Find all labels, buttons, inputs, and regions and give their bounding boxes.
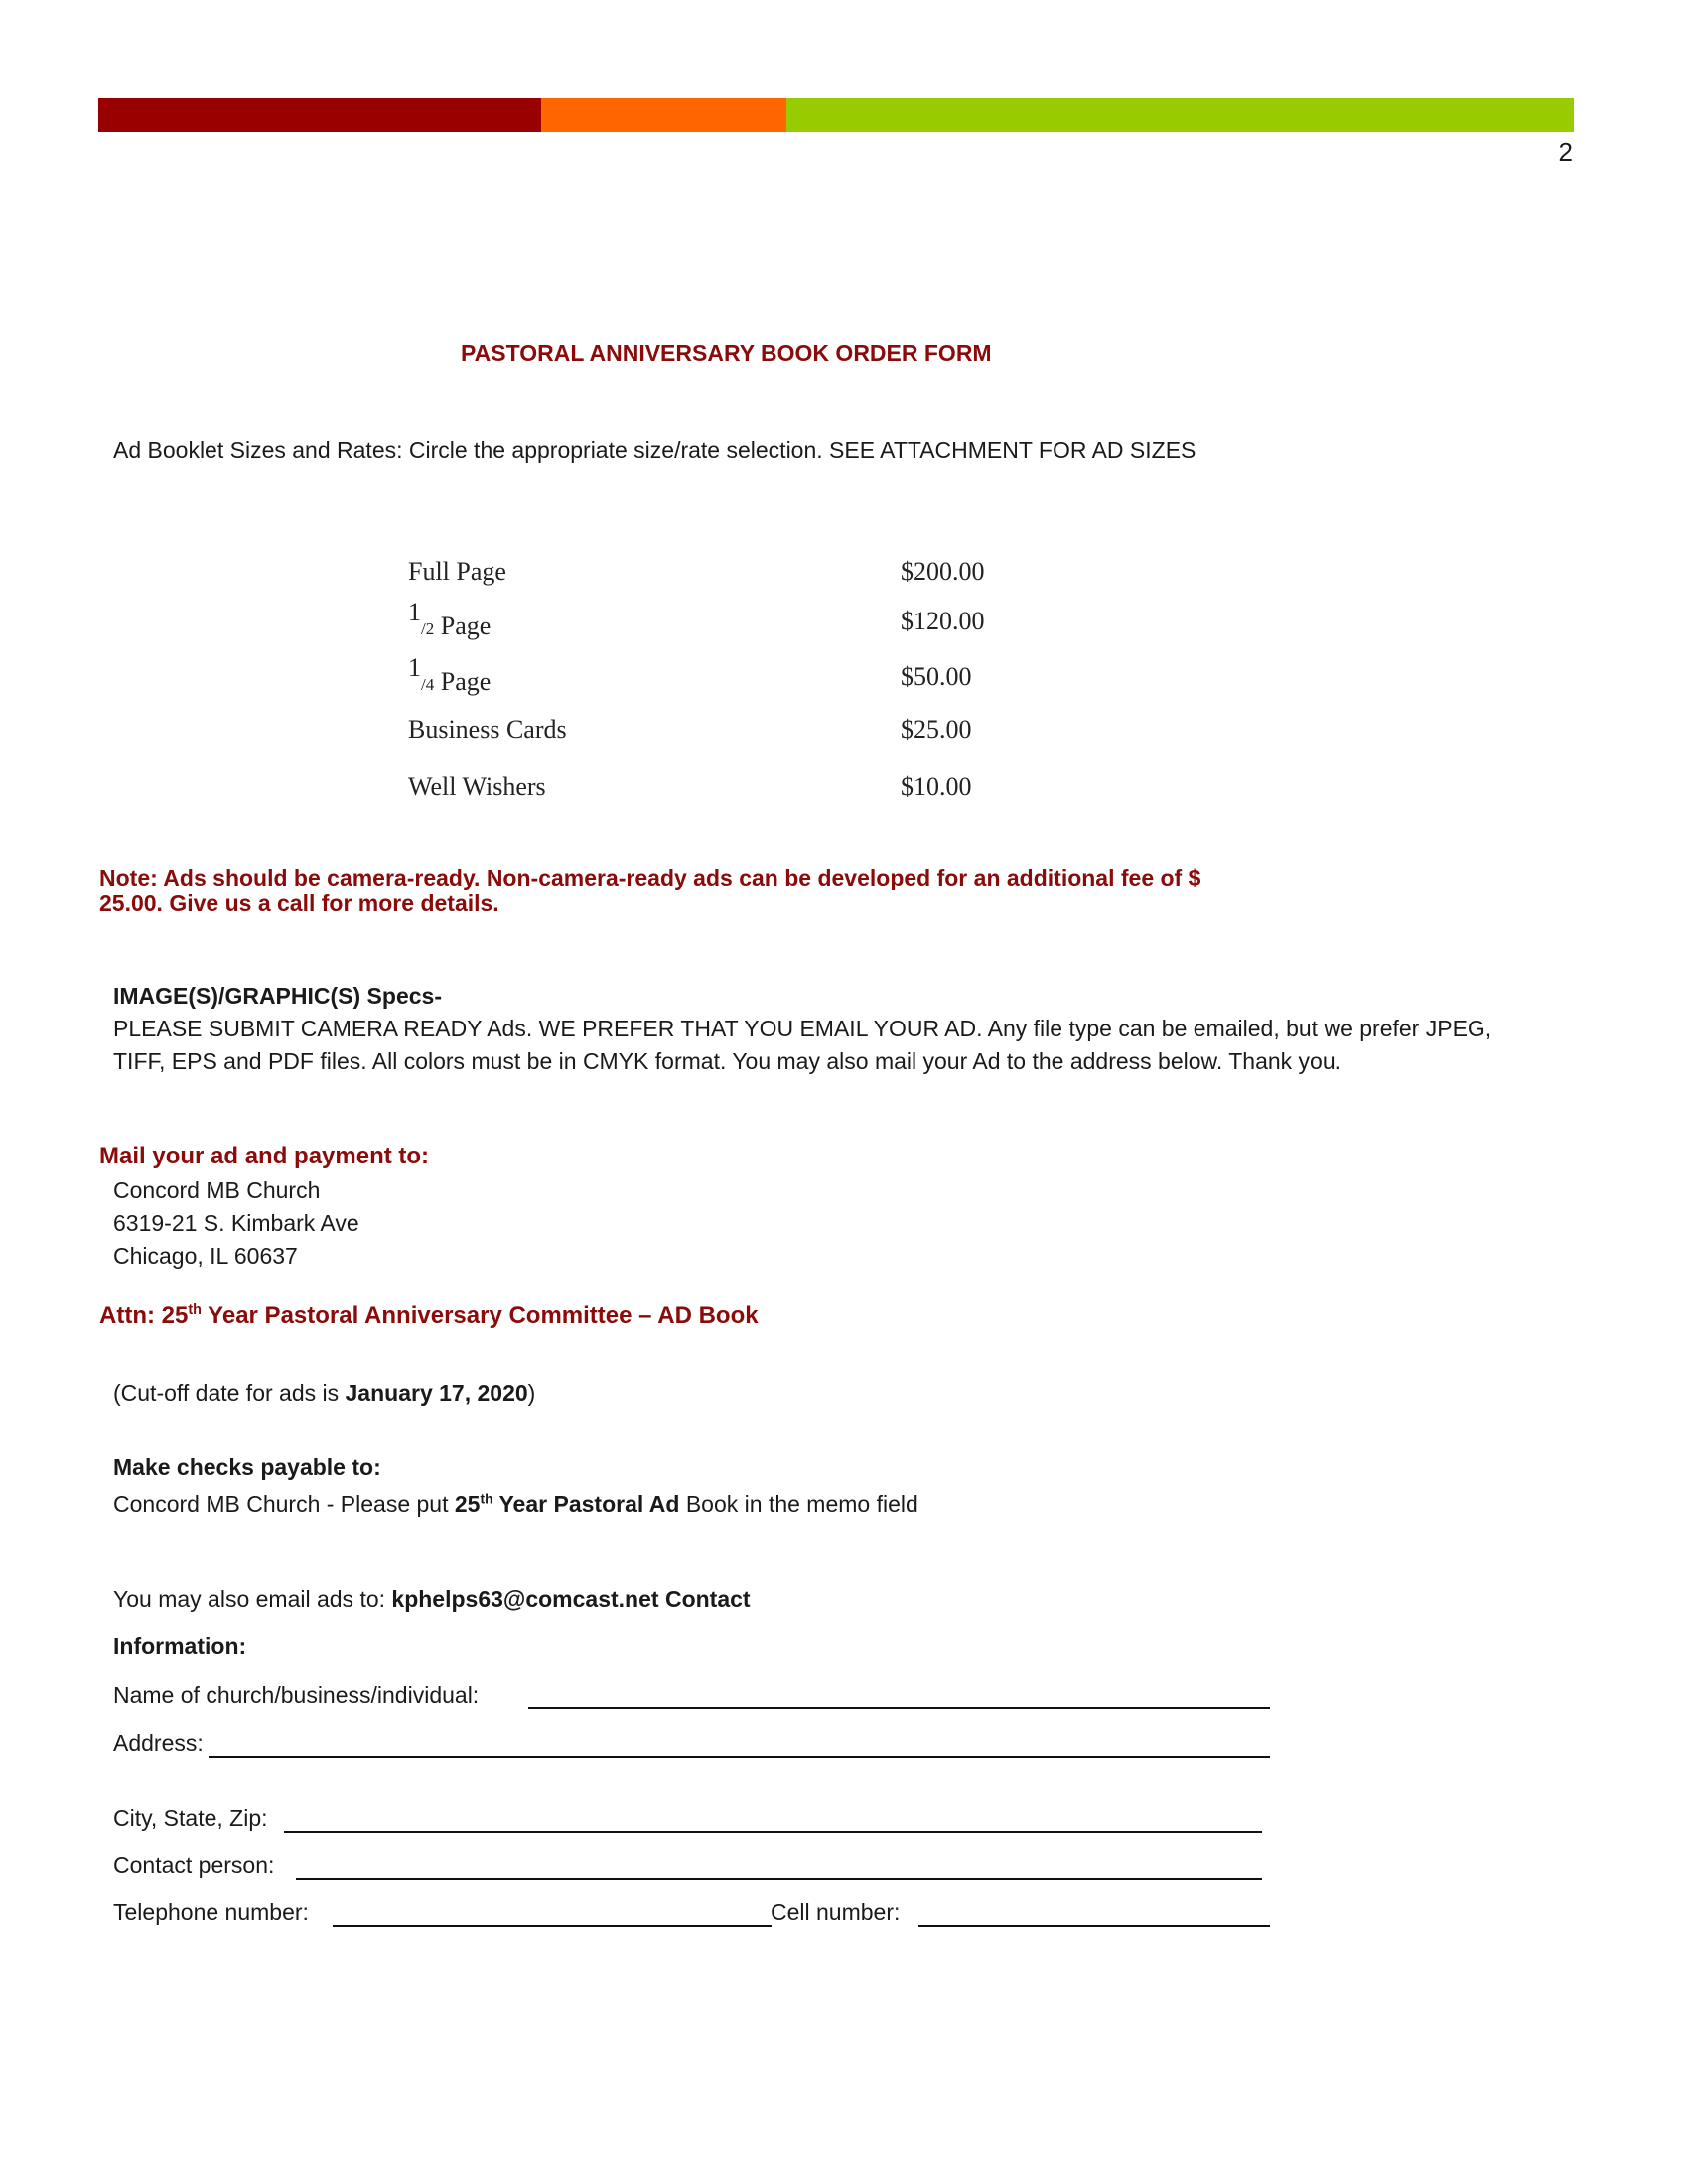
rate-size-half-page <box>408 598 492 641</box>
rate-price-quarter-page: $50.00 <box>901 662 972 691</box>
specs-heading: IMAGE(S)/GRAPHIC(S) Specs- <box>113 983 442 1009</box>
checks-memo-line <box>113 1491 918 1518</box>
mail-heading: Mail your ad and payment to: <box>99 1143 430 1169</box>
note-line-1: Note: Ads should be camera-ready. Non-camera-ready ads can be developed for an additional fee of $ <box>99 865 1201 890</box>
rate-size-well-wishers: Well Wishers <box>408 772 546 801</box>
mail-address-line-3: Chicago, IL 60637 <box>113 1243 298 1269</box>
rate-price-well-wishers: $10.00 <box>901 772 972 801</box>
cutoff-prefix: (Cut-off date for ads is <box>113 1380 346 1406</box>
specs-line-2: TIFF, EPS and PDF files. All colors must be in CMYK format. You may also mail your Ad to the address below. Thank you. <box>113 1048 1342 1074</box>
attn-superscript: th <box>188 1302 202 1318</box>
page-title: PASTORAL ANNIVERSARY BOOK ORDER FORM <box>461 341 992 366</box>
rate-size-quarter-page <box>408 653 492 697</box>
fraction-numerator: 1 <box>408 598 421 626</box>
header-bar-green <box>786 98 1574 132</box>
cell-field-input[interactable] <box>918 1925 1270 1927</box>
attn-line <box>99 1302 759 1330</box>
email-link[interactable]: kphelps63@comcast.net <box>391 1586 659 1612</box>
email-line <box>113 1586 751 1613</box>
mail-address-line-2: 6319-21 S. Kimbark Ave <box>113 1210 359 1236</box>
checks-heading: Make checks payable to: <box>113 1454 381 1480</box>
fraction-denominator: /4 <box>421 675 435 694</box>
attn-rest: Year Pastoral Anniversary Committee – AD Book <box>201 1302 759 1329</box>
checks-post: Book in the memo field <box>679 1491 918 1517</box>
rate-size-label: Page <box>440 612 492 640</box>
rate-size-business-cards: Business Cards <box>408 715 567 744</box>
mail-address-line-1: Concord MB Church <box>113 1177 321 1203</box>
info-heading: Information: <box>113 1633 247 1659</box>
rate-price-business-cards: $25.00 <box>901 715 972 744</box>
checks-superscript: th <box>480 1491 493 1507</box>
header-bar-red <box>98 98 541 132</box>
address-field-label: Address: <box>113 1730 204 1756</box>
rate-price-full-page: $200.00 <box>901 557 985 586</box>
checks-pre: Concord MB Church - Please put <box>113 1491 455 1517</box>
city-field-input[interactable] <box>284 1831 1262 1833</box>
email-prefix: You may also email ads to: <box>113 1586 392 1612</box>
city-field-label: City, State, Zip: <box>113 1805 268 1831</box>
email-suffix: Contact <box>658 1586 751 1612</box>
contact-field-label: Contact person: <box>113 1852 275 1878</box>
telephone-field-label: Telephone number: <box>113 1899 309 1925</box>
fraction-denominator: /2 <box>421 619 435 638</box>
cell-field-label: Cell number: <box>771 1899 901 1925</box>
rate-price-half-page: $120.00 <box>901 607 985 635</box>
cutoff-line <box>113 1380 535 1407</box>
address-field-input[interactable] <box>209 1756 1270 1758</box>
intro-text: Ad Booklet Sizes and Rates: Circle the appropriate size/rate selection. SEE ATTACHMENT FOR AD SIZES <box>113 437 1196 463</box>
telephone-field-input[interactable] <box>333 1925 772 1927</box>
fraction-numerator: 1 <box>408 653 421 682</box>
checks-bold-text: Year Pastoral Ad <box>492 1491 680 1517</box>
contact-field-input[interactable] <box>296 1878 1262 1880</box>
cutoff-date: January 17, 2020 <box>345 1380 528 1406</box>
page-number: 2 <box>1558 137 1573 167</box>
specs-line-1: PLEASE SUBMIT CAMERA READY Ads. WE PREFER THAT YOU EMAIL YOUR AD. Any file type can be emailed, but we prefer JPEG, <box>113 1016 1492 1041</box>
header-bar-orange <box>541 98 786 132</box>
note-line-2: 25.00. Give us a call for more details. <box>99 890 499 916</box>
checks-bold-number: 25 <box>454 1491 481 1517</box>
cutoff-suffix: ) <box>527 1380 536 1406</box>
attn-prefix: Attn: 25 <box>99 1302 189 1329</box>
rate-size-label: Page <box>440 667 492 696</box>
name-field-input[interactable] <box>528 1707 1270 1709</box>
rate-size-full-page: Full Page <box>408 557 506 586</box>
name-field-label: Name of church/business/individual: <box>113 1682 480 1707</box>
